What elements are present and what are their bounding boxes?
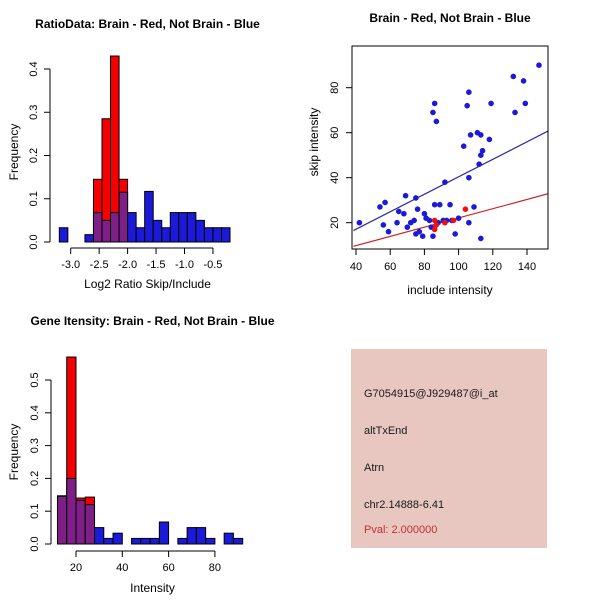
scatter-point-blue xyxy=(415,206,421,212)
info-panel xyxy=(351,349,547,548)
y-tick-label: 40 xyxy=(329,171,341,184)
y-tick-label: 0.3 xyxy=(28,104,40,120)
scatter-point-blue xyxy=(386,229,392,235)
scatter-ylabel: skip intensity xyxy=(307,107,321,177)
scatter-point-blue xyxy=(480,148,486,154)
scatter-point-blue xyxy=(468,132,474,138)
scatter-point-red xyxy=(442,220,448,226)
scatter-point-blue xyxy=(466,89,472,95)
scatter-point-blue xyxy=(430,233,436,239)
x-tick-label: 80 xyxy=(418,261,431,273)
x-tick-label: -2.0 xyxy=(118,259,138,271)
x-tick-label: -3.0 xyxy=(61,259,81,271)
x-tick-label: 40 xyxy=(116,562,129,574)
gene-hist-ylabel: Frequency xyxy=(7,423,21,481)
x-tick-label: -2.5 xyxy=(89,259,109,271)
y-tick-label: 0.4 xyxy=(29,405,41,421)
hist-bar-blue xyxy=(159,522,168,544)
hist-bar-overlap xyxy=(57,496,66,544)
location-text: chr2.14888-6.41 xyxy=(364,499,445,511)
x-tick-label: 20 xyxy=(69,562,83,574)
x-tick-label: -0.5 xyxy=(203,259,223,271)
x-tick-label: 120 xyxy=(483,261,502,273)
hist-bar-blue xyxy=(136,228,145,242)
hist-bar-blue xyxy=(85,235,94,242)
hist-bar-blue xyxy=(224,533,233,544)
x-tick-label: 100 xyxy=(449,261,468,273)
hist-bar-blue xyxy=(57,496,66,497)
scatter-point-blue xyxy=(478,236,484,242)
hist-bar-overlap xyxy=(67,478,76,544)
hist-bar-blue xyxy=(145,191,154,242)
hist-bar-blue xyxy=(187,213,196,242)
scatter-point-blue xyxy=(521,78,527,84)
hist-bar-blue xyxy=(196,220,205,242)
scatter-point-blue xyxy=(381,222,387,228)
scatter-point-blue xyxy=(416,229,422,235)
scatter-point-blue xyxy=(401,211,407,217)
scatter-point-blue xyxy=(432,202,438,208)
scatter-point-blue xyxy=(471,204,477,210)
gene-hist-xlabel: Intensity xyxy=(130,581,175,595)
scatter-point-blue xyxy=(434,119,440,125)
probe-id-text: G7054915@J929487@i_at xyxy=(364,388,498,400)
hist-bar-blue xyxy=(132,538,141,544)
scatter-point-red xyxy=(463,206,469,212)
scatter-point-blue xyxy=(377,204,383,210)
scatter-point-blue xyxy=(442,179,448,185)
y-tick-label: 20 xyxy=(329,216,341,229)
hist-bar-blue xyxy=(204,228,213,242)
scatter-point-blue xyxy=(522,101,528,107)
hist-bar-blue xyxy=(170,213,179,242)
scatter-point-blue xyxy=(382,200,388,206)
scatter-point-blue xyxy=(466,220,472,226)
hist-bar-blue xyxy=(206,538,215,544)
scatter-point-blue xyxy=(432,101,438,107)
hist-bar-blue xyxy=(141,538,150,544)
event-type-text: altTxEnd xyxy=(364,425,408,437)
hist-bar-overlap xyxy=(102,220,111,242)
scatter-point-blue xyxy=(476,161,482,167)
x-tick-label: 80 xyxy=(208,562,222,574)
scatter-point-red xyxy=(432,227,438,233)
y-tick-label: 0.1 xyxy=(29,503,41,519)
hist-bar-blue xyxy=(178,538,187,544)
hist-bar-blue xyxy=(153,220,162,242)
hist-bar-blue xyxy=(187,528,196,544)
fit-line-blue xyxy=(353,130,549,230)
y-tick-label: 0.3 xyxy=(29,437,41,454)
hist-bar-blue xyxy=(150,538,159,544)
scatter-point-blue xyxy=(427,218,433,224)
hist-bar-blue xyxy=(162,228,171,242)
scatter-point-blue xyxy=(430,110,436,116)
scatter-point-blue xyxy=(413,195,419,201)
scatter-point-blue xyxy=(394,220,400,226)
hist-bar-blue xyxy=(213,228,222,242)
hist-bar-blue xyxy=(196,528,205,544)
scatter-point-blue xyxy=(420,233,426,239)
scatter-point-blue xyxy=(461,143,467,149)
y-tick-label: 0.0 xyxy=(29,536,41,552)
ratio-hist-ylabel: Frequency xyxy=(7,123,21,181)
hist-bar-overlap xyxy=(93,213,102,242)
hist-bar-overlap xyxy=(111,213,120,242)
scatter-point-red xyxy=(451,218,457,224)
hist-bar-overlap xyxy=(85,505,94,544)
hist-bar-blue xyxy=(233,538,242,544)
scatter-point-blue xyxy=(437,202,443,208)
scatter-point-blue xyxy=(405,224,411,230)
scatter-title: Brain - Red, Not Brain - Blue xyxy=(369,11,531,25)
scatter-point-blue xyxy=(512,110,518,116)
x-tick-label: 140 xyxy=(517,261,537,273)
hist-bar-overlap xyxy=(76,500,85,544)
y-tick-label: 0.4 xyxy=(28,61,40,77)
y-tick-label: 0.2 xyxy=(28,147,40,164)
scatter-point-blue xyxy=(536,62,542,68)
scatter-point-blue xyxy=(396,209,402,215)
scatter-point-blue xyxy=(403,193,409,199)
hist-bar-blue xyxy=(128,213,137,242)
gene-hist-title: Gene Itensity: Brain - Red, Not Brain - Blue xyxy=(30,314,275,328)
scatter-point-blue xyxy=(411,218,417,224)
scatter-point-blue xyxy=(456,215,462,221)
scatter-point-blue xyxy=(487,137,493,143)
scatter-point-blue xyxy=(511,74,517,80)
hist-bar-blue xyxy=(113,533,122,544)
x-tick-label: -1.5 xyxy=(146,259,166,271)
scatter-point-blue xyxy=(488,101,494,107)
ratio-hist-xlabel: Log2 Ratio Skip/Include xyxy=(84,277,211,291)
y-tick-label: 80 xyxy=(329,81,341,94)
x-tick-label: 60 xyxy=(162,562,175,574)
scatter-point-blue xyxy=(478,132,484,138)
hist-bar-blue xyxy=(59,228,68,242)
scatter-point-blue xyxy=(466,175,472,181)
y-tick-label: 0.2 xyxy=(29,470,41,487)
pval-text: Pval: 2.000000 xyxy=(364,524,438,536)
x-tick-label: 60 xyxy=(384,261,397,273)
hist-bar-overlap xyxy=(119,192,128,242)
gene-name-text: Atrn xyxy=(364,462,385,474)
hist-bar-blue xyxy=(179,213,188,242)
x-tick-label: 40 xyxy=(349,261,363,273)
scatter-point-blue xyxy=(447,202,453,208)
hist-bar-blue xyxy=(104,538,113,544)
hist-bar-blue xyxy=(221,228,230,242)
x-tick-label: -1.0 xyxy=(175,259,194,271)
scatter-point-blue xyxy=(357,220,363,226)
ratio-hist-title: RatioData: Brain - Red, Not Brain - Blue xyxy=(35,17,260,31)
y-tick-label: 0.0 xyxy=(28,234,40,250)
y-tick-label: 60 xyxy=(329,126,341,139)
scatter-xlabel: include intensity xyxy=(407,283,493,297)
scatter-point-blue xyxy=(464,103,470,109)
hist-bar-blue xyxy=(95,528,104,544)
y-tick-label: 0.5 xyxy=(29,372,41,388)
y-tick-label: 0.1 xyxy=(28,191,40,207)
scatter-point-blue xyxy=(452,231,458,237)
